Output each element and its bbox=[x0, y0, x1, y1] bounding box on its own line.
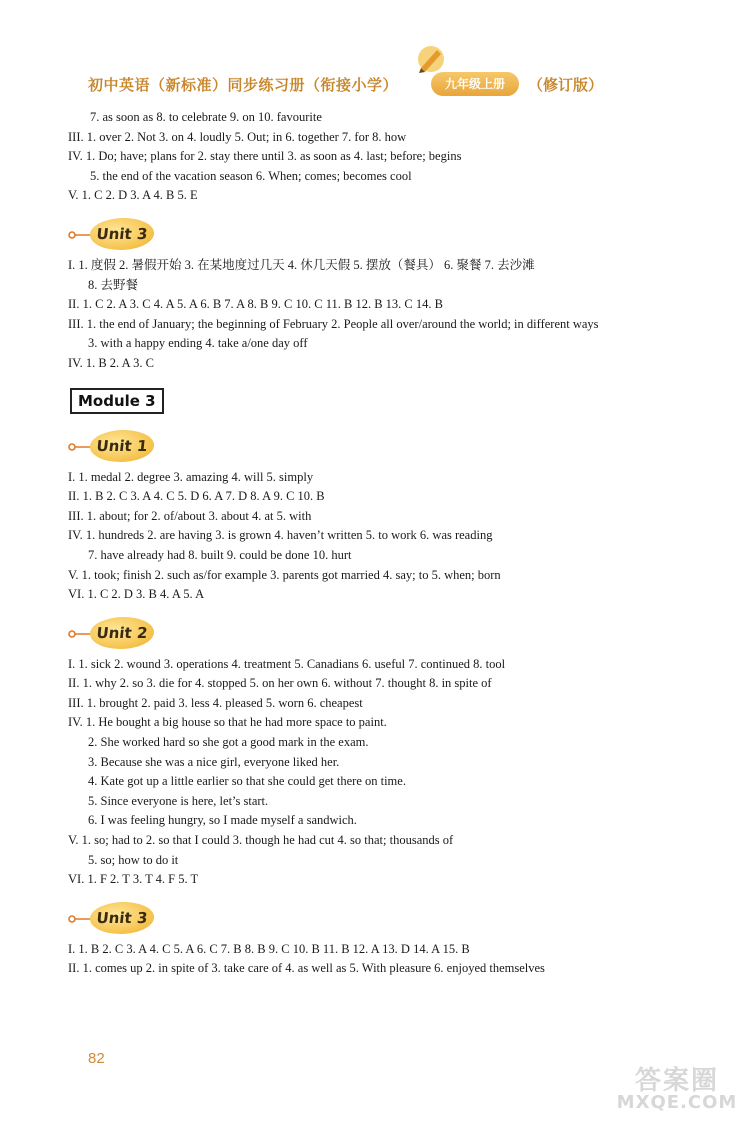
answer-line: 8. 去野餐 bbox=[88, 277, 139, 292]
unit-badge: Unit 2 bbox=[88, 617, 155, 649]
answer-line: III. 1. over 2. Not 3. on 4. loudly 5. Out; in 6. together 7. for 8. how bbox=[68, 129, 407, 144]
answer-line: I. 1. sick 2. wound 3. operations 4. treatment 5. Canadians 6. useful 7. continued 8. tool bbox=[68, 656, 506, 671]
answer-line: IV. 1. hundreds 2. are having 3. is grown 4. haven’t written 5. to work 6. was reading bbox=[68, 528, 493, 543]
answer-line: III. 1. the end of January; the beginning of February 2. People all over/around the world; in different ways bbox=[68, 316, 599, 331]
answer-line: 7. as soon as 8. to celebrate 9. on 10. favourite bbox=[90, 110, 322, 124]
answer-line: II. 1. C 2. A 3. C 4. A 5. A 6. B 7. A 8. B 9. C 10. C 11. B 12. B 13. C 14. B bbox=[68, 297, 443, 312]
answer-line: I. 1. 度假 2. 暑假开始 3. 在某地度过几天 4. 休几天假 5. 摆放（餐具） 6. 聚餐 7. 去沙滩 bbox=[68, 257, 535, 272]
answer-line: V. 1. took; finish 2. such as/for example 3. parents got married 4. say; to 5. when; born bbox=[68, 567, 501, 582]
answer-line: VI. 1. F 2. T 3. T 4. F 5. T bbox=[68, 872, 199, 887]
answer-line: 4. Kate got up a little earlier so that she could get there on time. bbox=[88, 774, 406, 789]
unit-heading bbox=[68, 218, 728, 252]
watermark-text: 答案圈 bbox=[634, 1066, 719, 1096]
answer-content bbox=[68, 108, 728, 979]
answer-line: 3. Because she was a nice girl, everyone liked her. bbox=[88, 754, 340, 769]
pen-book-logo-icon bbox=[413, 42, 449, 76]
answer-line: III. 1. brought 2. paid 3. less 4. pleased 5. worn 6. cheapest bbox=[68, 695, 363, 710]
answer-line: IV. 1. He bought a big house so that he had more space to paint. bbox=[68, 715, 387, 730]
answer-line: 5. Since everyone is here, let’s start. bbox=[88, 793, 269, 808]
module-heading: Module 3 bbox=[70, 388, 164, 414]
answer-line: IV. 1. B 2. A 3. C bbox=[68, 355, 154, 370]
answer-line: 5. the end of the vacation season 6. When; comes; becomes cool bbox=[90, 168, 412, 183]
page-header bbox=[88, 68, 648, 108]
answer-line: 3. with a happy ending 4. take a/one day off bbox=[88, 336, 308, 351]
page-number: 82 bbox=[88, 1050, 105, 1067]
unit-heading bbox=[68, 902, 728, 936]
answer-line: 2. She worked hard so she got a good mark in the exam. bbox=[88, 735, 369, 750]
answer-line: VI. 1. C 2. D 3. B 4. A 5. A bbox=[68, 587, 205, 602]
unit-badge: Unit 3 bbox=[88, 902, 155, 934]
unit-badge: Unit 3 bbox=[88, 218, 155, 250]
answer-line: IV. 1. Do; have; plans for 2. stay there until 3. as soon as 4. last; before; begins bbox=[68, 149, 462, 164]
watermark-url: MXQE.COM bbox=[616, 1092, 738, 1113]
answer-line: V. 1. C 2. D 3. A 4. B 5. E bbox=[68, 188, 198, 203]
answer-line: 6. I was feeling hungry, so I made myself a sandwich. bbox=[88, 813, 357, 828]
watermark-logo bbox=[612, 1060, 742, 1118]
answer-line: I. 1. B 2. C 3. A 4. C 5. A 6. C 7. B 8. B 9. C 10. B 11. B 12. A 13. D 14. A 15. B bbox=[68, 941, 470, 956]
unit-heading bbox=[68, 430, 728, 464]
unit-badge: Unit 1 bbox=[88, 430, 155, 462]
answer-line: 5. so; how to do it bbox=[88, 852, 179, 867]
edition-label: （修订版） bbox=[528, 76, 604, 94]
answer-line: III. 1. about; for 2. of/about 3. about 4. at 5. with bbox=[68, 508, 312, 523]
answer-line: V. 1. so; had to 2. so that I could 3. though he had cut 4. so that; thousands of bbox=[68, 833, 454, 848]
answer-line: II. 1. B 2. C 3. A 4. C 5. D 6. A 7. D 8. A 9. C 10. B bbox=[68, 489, 325, 504]
answer-line: 7. have already had 8. built 9. could be done 10. hurt bbox=[88, 547, 352, 562]
grade-badge: 九年级上册 bbox=[431, 72, 519, 96]
answer-line: II. 1. why 2. so 3. die for 4. stopped 5. on her own 6. without 7. thought 8. in spite of bbox=[68, 676, 492, 691]
unit-heading bbox=[68, 617, 728, 651]
answer-line: II. 1. comes up 2. in spite of 3. take care of 4. as well as 5. With pleasure 6. enjoyed themselves bbox=[68, 961, 545, 976]
answer-line: I. 1. medal 2. degree 3. amazing 4. will 5. simply bbox=[68, 469, 314, 484]
book-title: 初中英语（新标准）同步练习册（衔接小学） bbox=[88, 76, 399, 94]
